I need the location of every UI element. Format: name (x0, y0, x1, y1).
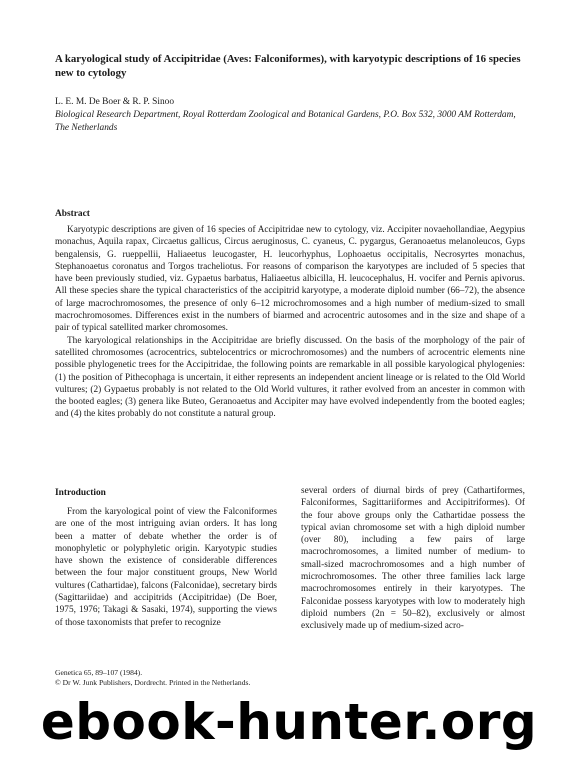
author-affiliation: Biological Research Department, Royal Rotterdam Zoological and Botanical Gardens, P.O. Box 532, 3000 AM Rotterdam, The Netherlands (55, 110, 516, 133)
abstract-paragraph-2: The karyological relationships in the Accipitridae are briefly discussed. On the basis of the morphology of the pair of satellited chromosomes (acrocentrics, subtelocentrics or microchromosomes) and the numbers of acrocentric elements nine possible phylogenetic trees for the Accipitridae, the following points are remarkable in all possible karyological phylogenies: (1) the position of Pithecophaga is uncertain, it either represents an independent ancient lineage or is related to the Old World vultures; (2) Gypaetus probably is not related to the Old World vultures, it rather evolved from an ancester in common with the booted eagles; (3) genera like Buteo, Geranoaetus and Accipiter may have evolved independently from the booted eagles; and (4) the kites probably do not constitute a natural group. (55, 335, 525, 420)
article-authors: L. E. M. De Boer & R. P. Sinoo (55, 97, 175, 107)
abstract-body (55, 224, 525, 421)
introduction-right-column (301, 485, 525, 633)
journal-citation: Genetica 65, 89–107 (1984). (55, 668, 143, 677)
introduction-heading: Introduction (55, 488, 106, 498)
copyright-notice: © Dr W. Junk Publishers, Dordrecht. Printed in the Netherlands. (55, 678, 251, 687)
abstract-paragraph-1: Karyotypic descriptions are given of 16 species of Accipitridae new to cytology, viz. Accipiter novaehollandiae, Aegypius monachus, Aquila rapax, Circaetus gallicus, Circus aeruginosus, C. cyaneus, C. pygargus, Geranoaetus melanoleucos, Gyps bengalensis, G. rueppellii, Haliaeetus leucogaster, H. leucorhyphus, Lophoaetus occipitalis, Necrosyrtes monachus, Stephanoaetus coronatus and Torgos tracheliotus. For reasons of comparison the karyotypes are included of 5 species that have been previously studied, viz. Gypaetus barbatus, Haliaeetus albicilla, H. leucocephalus, H. vocifer and Pernis apivorus. All these species share the typical characteristics of the accipitrid karyotype, a moderate diploid number (66–72), the absence of large macrochromosomes, the presence of only 6–12 microchromosomes and a high number of medium-sized to small macrochromosomes. Differences exist in the numbers of biarmed and acrocentric autosomes and in the size and shape of a pair of typical satellited marker chromosomes. (55, 225, 525, 334)
publication-footer (55, 668, 355, 688)
introduction-paragraph-left: From the karyological point of view the Falconiformes are one of the most intriguing avian orders. It has long been a matter of debate whether the order is of monophyletic or polyphyletic origin. Karyotypic studies have shown the existence of considerable differences between the four major constituent groups, New World vultures (Cathartidae), falcons (Falconidae), secretary birds (Sagittariidae) and accipitrids (Accipitridae) (De Boer, 1975, 1976; Takagi & Sasaki, 1974), supporting the views of those taxonomists that prefer to recognize (55, 507, 277, 628)
introduction-left-column (55, 506, 277, 629)
article-title: A karyological study of Accipitridae (Aves: Falconiformes), with karyotypic descriptions of 16 species new to cytology (55, 53, 521, 79)
site-watermark: ebook-hunter.org (40, 693, 538, 751)
introduction-paragraph-right: several orders of diurnal birds of prey (Cathartiformes, Falconiformes, Sagittariiformes and Accipitriformes). Of the four above groups only the Cathartidae possess the typical avian chromosome set with a high diploid number (over 80), including a few pairs of large macrochromosomes, a limited number of medium- to small-sized macrochromosomes and a high number of microchromosomes. The other three families lack large macrochromosomes entirely in their karyotypes. The Falconidae possess karyotypes with low to moderately high diploid numbers (2n = 50–82), exclusively or almost exclusively made up of medium-sized acro- (301, 486, 525, 632)
abstract-heading: Abstract (55, 209, 90, 219)
